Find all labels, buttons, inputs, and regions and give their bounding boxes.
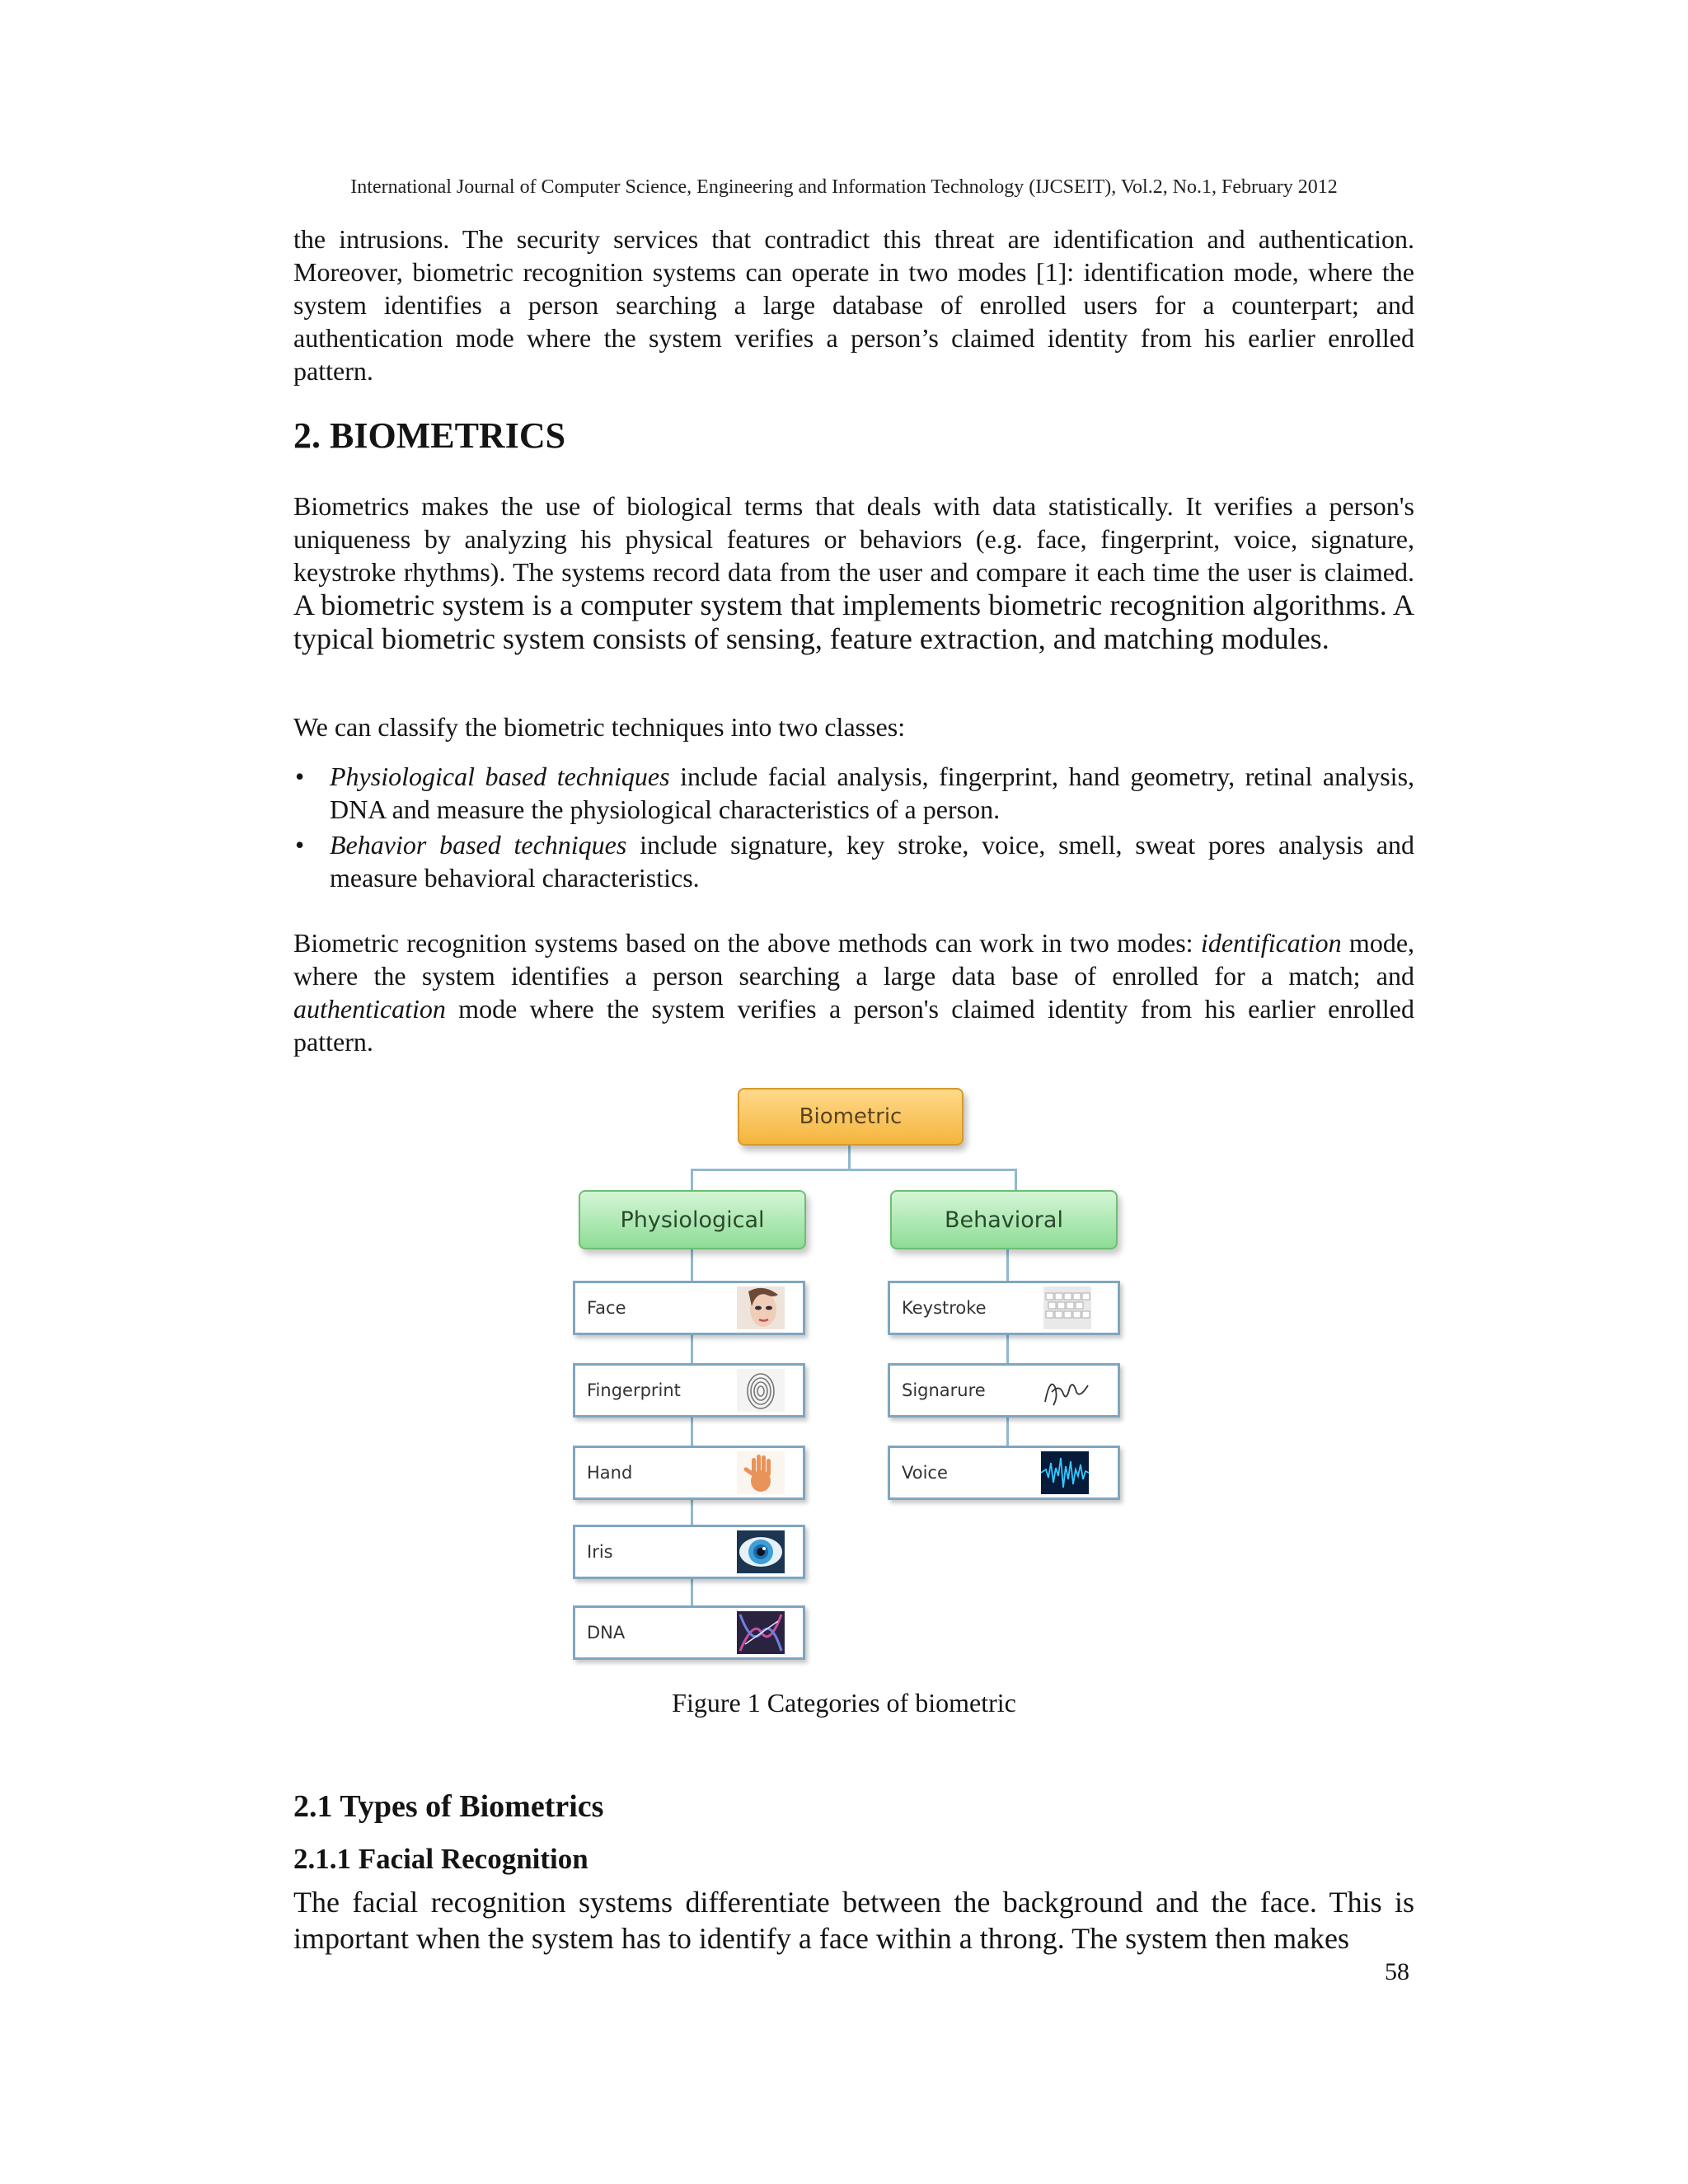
bullet-dot: • — [295, 830, 305, 860]
fingerprint-icon — [737, 1369, 785, 1412]
item-label: Keystroke — [902, 1298, 987, 1318]
section-heading-types: 2.1 Types of Biometrics — [293, 1789, 604, 1824]
technique-bullet-list — [293, 760, 1414, 897]
item-voice — [888, 1446, 1120, 1500]
hand-icon — [737, 1451, 785, 1494]
item-label: Signarure — [902, 1380, 986, 1400]
modes-text-1: Biometric recognition systems based on the above methods can work in two modes: — [293, 928, 1193, 958]
bullet-dot: • — [295, 762, 305, 791]
connector-line — [691, 1169, 1017, 1171]
item-dna — [573, 1605, 805, 1660]
item-label: Voice — [902, 1463, 948, 1483]
modes-paragraph — [293, 926, 1414, 1058]
item-label: Iris — [587, 1542, 613, 1562]
journal-header: International Journal of Computer Science, Engineering and Information Technology (IJCSEIT), Vol.2, No.1, February 2012 — [350, 176, 1338, 198]
item-fingerprint — [573, 1363, 805, 1418]
figure-caption: Figure 1 Categories of biometric — [672, 1688, 1016, 1718]
keyboard-icon — [1029, 1286, 1106, 1329]
item-keystroke — [888, 1281, 1120, 1335]
subsection-heading-facial: 2.1.1 Facial Recognition — [293, 1843, 588, 1875]
classify-sentence: We can classify the biometric techniques into two classes: — [293, 712, 906, 742]
biometrics-paragraph-part2: A biometric system is a computer system that implements biometric recognition algorithms. A typical biometric system consists of sensing, feature extraction, and matching modules. — [293, 588, 1414, 655]
item-label: Face — [587, 1298, 626, 1318]
biometrics-paragraph — [293, 490, 1414, 656]
bullet-text: include facial analysis, fingerprint, hand geometry, retinal analysis, DNA and measure the physiological characteristics of a person. — [330, 762, 1415, 824]
dna-icon — [737, 1611, 785, 1654]
item-label: DNA — [587, 1623, 626, 1643]
signature-icon — [1029, 1369, 1103, 1412]
biometric-categories-figure — [569, 1080, 1137, 1673]
connector-line — [1015, 1169, 1017, 1192]
modes-term-authentication: authentication — [293, 994, 446, 1024]
item-label: Hand — [587, 1463, 633, 1483]
bullet-text: include signature, key stroke, voice, smell, sweat pores analysis and measure behavioral characteristics. — [330, 830, 1415, 893]
connector-line — [848, 1144, 851, 1170]
intro-paragraph: the intrusions. The security services that contradict this threat are identification and authentication. Moreover, biometric recognition systems can operate in two modes [1]: identification mode, where the system identifies a person searching a large database of enrolled users for a counterpart; and authentication mode where the system verifies a person’s claimed identity from his earlier enrolled pattern. — [293, 224, 1414, 386]
category-behavioral: Behavioral — [890, 1190, 1118, 1249]
item-signature — [888, 1363, 1120, 1418]
connector-line — [691, 1169, 693, 1192]
connector-line — [1006, 1248, 1009, 1459]
item-hand — [573, 1446, 805, 1500]
bullet-physiological — [293, 760, 1414, 826]
modes-text-2: mode, where the system identifies a person searching a large data base of enrolled for a match; and — [293, 928, 1415, 991]
modes-term-identification: identification — [1200, 928, 1342, 958]
root-node-biometric: Biometric — [738, 1088, 964, 1146]
modes-text-3: mode where the system verifies a person's claimed identity from his earlier enrolled pattern. — [293, 994, 1414, 1057]
bullet-term: Behavior based techniques — [330, 830, 627, 860]
section-heading-biometrics: 2. BIOMETRICS — [293, 415, 566, 456]
facial-recognition-paragraph: The facial recognition systems differentiate between the background and the face. This is important when the system has to identify a face within a throng. The system then makes — [293, 1886, 1414, 1955]
eye-icon — [737, 1530, 785, 1573]
face-icon — [737, 1286, 785, 1329]
item-iris — [573, 1525, 805, 1579]
item-face — [573, 1281, 805, 1335]
category-physiological: Physiological — [579, 1190, 806, 1249]
biometrics-paragraph-part1: Biometrics makes the use of biological terms that deals with data statistically. It verifies a person's uniqueness by analyzing his physical features or behaviors (e.g. face, fingerprint, voice, signature, keystroke rhythms). The systems record data from the user and compare it each time the user is claimed. — [293, 491, 1414, 587]
bullet-term: Physiological based techniques — [330, 762, 670, 791]
item-label: Fingerprint — [587, 1380, 681, 1400]
page-number: 58 — [1385, 1958, 1409, 1985]
bullet-behavior — [293, 828, 1414, 894]
waveform-icon — [1025, 1451, 1104, 1494]
